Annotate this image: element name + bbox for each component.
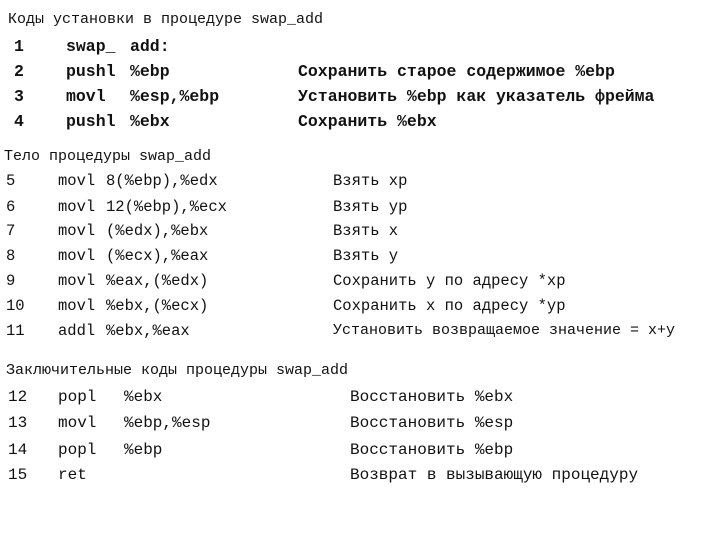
line-number: 13 xyxy=(8,414,28,432)
operands: %ebx xyxy=(124,388,163,406)
operands: %ebp xyxy=(124,441,163,459)
code-line xyxy=(0,465,720,485)
code-line xyxy=(0,413,720,433)
operands: %ebp xyxy=(130,62,170,81)
instruction: movl xyxy=(58,272,96,290)
code-line xyxy=(0,271,720,291)
line-comment: Установить %ebp как указатель фрейма xyxy=(298,87,655,106)
instruction: popl xyxy=(58,388,97,406)
operands: %ebx,%eax xyxy=(106,322,190,340)
operands: %ebx xyxy=(130,112,170,131)
line-number: 6 xyxy=(6,198,16,216)
line-comment: Взять xp xyxy=(333,172,408,190)
operands: (%edx),%ebx xyxy=(106,222,209,240)
line-number: 11 xyxy=(6,322,25,340)
line-comment: Сохранить x по адресу *yp xyxy=(333,297,566,315)
line-number: 1 xyxy=(14,37,24,56)
section-heading-setup: Коды установки в процедуре swap_add xyxy=(8,11,324,28)
operands: %ebx,(%ecx) xyxy=(106,297,209,315)
instruction: movl xyxy=(58,222,96,240)
instruction: movl xyxy=(58,198,96,216)
code-line xyxy=(0,112,720,132)
instruction: pushl xyxy=(66,62,116,81)
code-line xyxy=(0,246,720,266)
line-comment: Возврат в вызывающую процедуру xyxy=(350,466,639,484)
operands: add: xyxy=(130,37,170,56)
line-comment: Взять y xyxy=(333,247,399,265)
code-line xyxy=(0,87,720,107)
line-comment: Восстановить %esp xyxy=(350,414,514,432)
code-line xyxy=(0,296,720,316)
operands: (%ecx),%eax xyxy=(106,247,209,265)
line-comment: Сохранить старое содержимое %ebp xyxy=(298,62,615,81)
instruction: ret xyxy=(58,466,87,484)
line-comment: Восстановить %ebp xyxy=(350,441,514,459)
line-number: 15 xyxy=(8,466,28,484)
instruction: popl xyxy=(58,441,97,459)
line-number: 12 xyxy=(8,388,28,406)
line-comment: Сохранить %ebx xyxy=(298,112,437,131)
line-number: 3 xyxy=(14,87,24,106)
line-number: 10 xyxy=(6,297,25,315)
line-number: 7 xyxy=(6,222,16,240)
operands: 8(%ebp),%edx xyxy=(106,172,218,190)
code-line xyxy=(0,221,720,241)
line-number: 14 xyxy=(8,441,28,459)
operands: 12(%ebp),%ecx xyxy=(106,198,227,216)
code-line xyxy=(0,387,720,407)
operands: %ebp,%esp xyxy=(124,414,211,432)
line-number: 4 xyxy=(14,112,24,131)
line-comment: Взять yp xyxy=(333,198,408,216)
instruction: swap_ xyxy=(66,37,116,56)
code-line xyxy=(0,321,720,341)
instruction: movl xyxy=(58,172,96,190)
line-number: 5 xyxy=(6,172,16,190)
code-line xyxy=(0,171,720,191)
line-comment: Сохранить y по адресу *xp xyxy=(333,272,566,290)
instruction: movl xyxy=(66,87,106,106)
code-line xyxy=(0,62,720,82)
line-number: 9 xyxy=(6,272,16,290)
section-heading-epilogue: Заключительные коды процедуры swap_add xyxy=(6,362,349,379)
section-heading-body: Тело процедуры swap_add xyxy=(4,148,212,165)
code-line xyxy=(0,440,720,460)
instruction: pushl xyxy=(66,112,116,131)
instruction: addl xyxy=(58,322,96,340)
operands: %eax,(%edx) xyxy=(106,272,209,290)
code-line xyxy=(0,37,720,57)
code-line xyxy=(0,197,720,217)
line-number: 2 xyxy=(14,62,24,81)
line-comment: Восстановить %ebx xyxy=(350,388,514,406)
line-number: 8 xyxy=(6,247,16,265)
line-comment: Установить возвращаемое значение = x+y xyxy=(333,322,676,339)
instruction: movl xyxy=(58,414,97,432)
instruction: movl xyxy=(58,297,96,315)
operands: %esp,%ebp xyxy=(130,87,220,106)
line-comment: Взять x xyxy=(333,222,399,240)
instruction: movl xyxy=(58,247,96,265)
